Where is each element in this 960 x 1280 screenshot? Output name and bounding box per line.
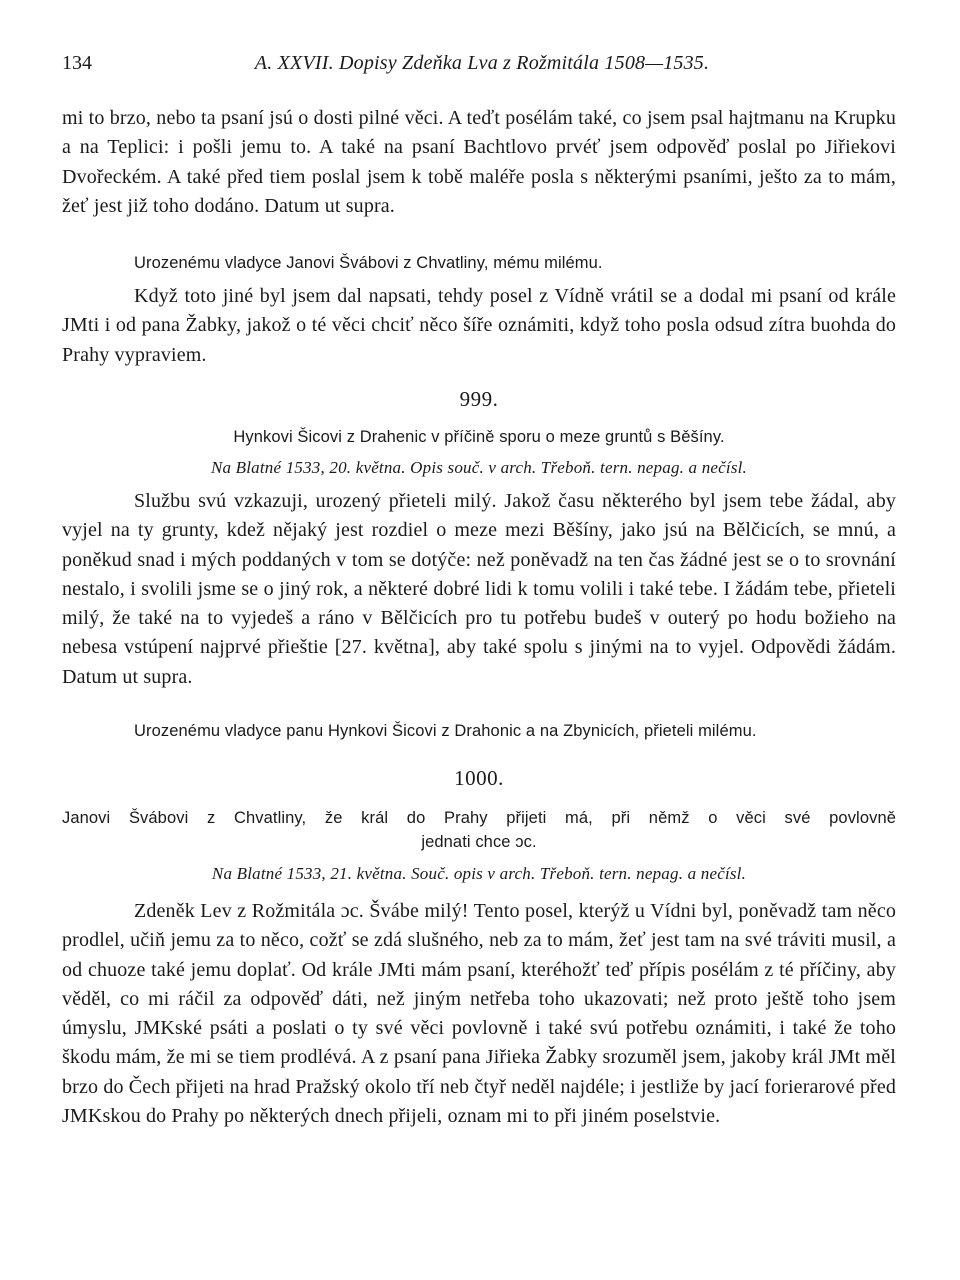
- letter-1000-body: Zdeněk Lev z Rožmitála ɔc. Švábe milý! Tento posel, kterýž u Vídni byl, poněvadž tam něco prodlel, učiň jemu za to něco, cožť se zdá slušného, neb za to mám, žeť jest tam na své tráviti musil, a od chuoze také jemu doplať. Od krále JMti mám psaní, kteréhožť teď přípis posélám z té příčiny, aby věděl, co mi ráčil za odpověď dáti, než jiným netřeba toho ukazovati; než proto ještě toho jsem úmyslu, JMKské psáti a poslati o ty své věci povlovně i také svú potřebu oznámiti, i také že toho škodu mám, že mi se tiem prodlévá. A z psaní pana Jiřieka Žabky srozuměl jsem, jakoby král JMt měl brzo do Čech přijeti na hrad Pražský okolo tří neb čtyř neděl najdéle; i jestliže by jací forierarové před JMKskou do Prahy po některých dnech přijeli, oznam mi to při jiném poselstvie.: [62, 900, 896, 1128]
- letter-999-regest: Hynkovi Šicovi z Drahenic v příčině sporu o meze gruntů s Běšíny.: [233, 428, 725, 446]
- letter-number-1000: 1000.: [454, 766, 504, 790]
- letter-1000-regest-line-2: jednati chce ɔc.: [421, 833, 537, 851]
- continuation-address: Urozenému vladyce Janovi Švábovi z Chvatliny, mému milému.: [134, 254, 603, 272]
- continuation-body: mi to brzo, nebo ta psaní jsú o dosti pilné věci. A teďt posélám také, co jsem psal hajtmanu na Krupku a na Teplici: i pošli jemu to. A také na psaní Bachtlovo prvéť jsem odpověď poslal po Jiřiekovi Dvořeckém. A také před tiem poslal jsem k tobě maléře posla s některými psaními, ješto za to mám, žeť jest již toho dodáno. Datum ut supra.: [62, 107, 896, 217]
- letter-1000-regest: [62, 806, 896, 854]
- letter-1000-regest-line-1: Janovi Švábovi z Chvatliny, že král do Prahy přijeti má, při němž o věci své povlovně: [62, 809, 896, 827]
- running-title: A. XXVII. Dopisy Zdeňka Lva z Rožmitála 1508—1535.: [254, 52, 710, 74]
- letter-999-address: Urozenému vladyce panu Hynkovi Šicovi z Drahonic a na Zbynicích, přieteli milému.: [134, 722, 757, 740]
- page-header: [62, 52, 902, 82]
- postscript: Když toto jiné byl jsem dal napsati, tehdy posel z Vídně vrátil se a dodal mi psaní od krále JMti i od pana Žabky, jakož o té věci chciť něco šíře oznámiti, když toho posla odsud zítra buohda do Prahy vypraviem.: [62, 285, 896, 366]
- letter-999-body: Službu svú vzkazuji, urozený přieteli milý. Jakož času některého byl jsem tebe žádal, aby vyjel na ty grunty, kdež nějaký jest rozdiel o meze mezi Běšíny, jako jsú na Bělčicích, se mnú, a poněkud snad i mých poddaných v tom se dotýče: než poněvadž na ten čas žádné jest se o to srovnání nestalo, i svolili jsme se o jiný rok, a některé dobré lidi k tomu volili i také tebe. I žádám tebe, přieteli milý, že také na to vyjedeš a ráno v Bělčicích pro tu potřebu budeš v outerý po hodu božieho na nebesa vstúpení najprvé přieštie [27. května], aby také spolu s jinými na to vyjel. Odpovědi žádám. Datum ut supra.: [62, 490, 896, 688]
- letter-999-source: Na Blatné 1533, 20. května. Opis souč. v arch. Třeboň. tern. nepag. a nečísl.: [210, 458, 748, 477]
- letter-number-999: 999.: [459, 387, 499, 411]
- letter-1000-source: Na Blatné 1533, 21. května. Souč. opis v arch. Třeboň. tern. nepag. a nečísl.: [211, 864, 747, 883]
- page-number: 134: [62, 52, 92, 74]
